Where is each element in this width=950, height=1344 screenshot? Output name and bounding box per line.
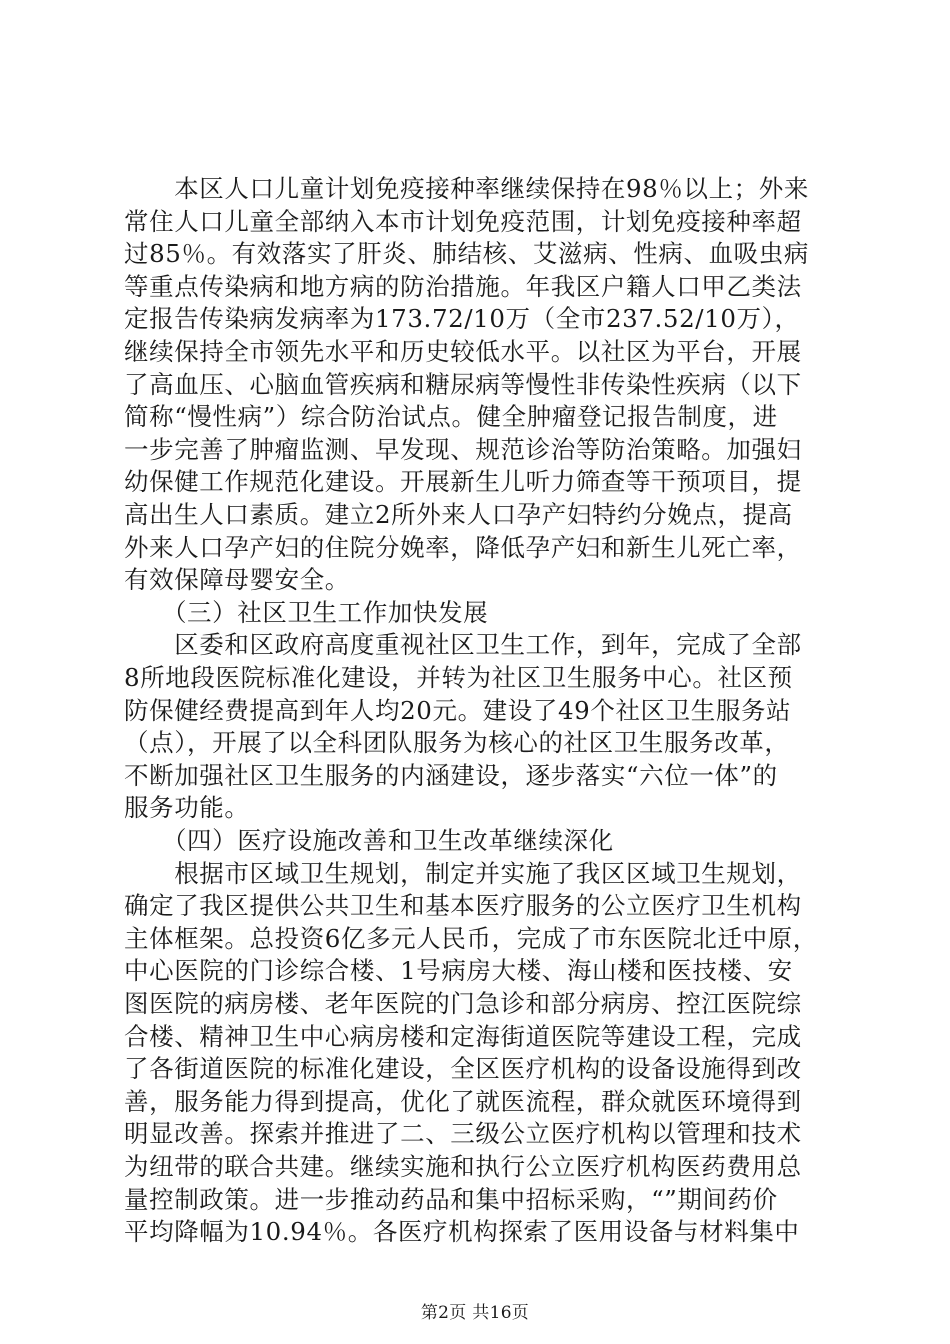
text-line: 有效保障母婴安全。 xyxy=(124,565,350,595)
text-line: 为纽带的联合共建。继续实施和执行公立医疗机构医药费用总 xyxy=(124,1152,802,1181)
text-line: 量控制政策。进一步推动药品和集中招标采购，“”期间药价 xyxy=(124,1184,778,1214)
text-line: 确定了我区提供公共卫生和基本医疗服务的公立医疗卫生机构 xyxy=(124,891,802,921)
text-line: 服务功能。 xyxy=(124,793,250,823)
text-line: 外来人口孕产妇的住院分娩率，降低孕产妇和新生儿死亡率， xyxy=(124,532,802,562)
text-line: 平均降幅为10.94％。各医疗机构探索了医用设备与材料集中 xyxy=(124,1217,800,1247)
text-line: 8所地段医院标准化建设，并转为社区卫生服务中心。社区预 xyxy=(124,663,793,692)
text-line: 幼保健工作规范化建设。开展新生儿听力筛查等干预项目，提 xyxy=(124,467,802,497)
text-line: 不断加强社区卫生服务的内涵建设，逐步落实“六位一体”的 xyxy=(124,760,778,790)
text-line: 根据市区域卫生规划，制定并实施了我区区域卫生规划， xyxy=(124,858,802,888)
text-line: 过85％。有效落实了肝炎、肺结核、艾滋病、性病、血吸虫病 xyxy=(124,239,809,269)
text-line: （三）社区卫生工作加快发展 xyxy=(124,597,489,627)
text-line: 一步完善了肿瘤监测、早发现、规范诊治等防治策略。加强妇 xyxy=(124,434,802,464)
text-line: （点），开展了以全科团队服务为核心的社区卫生服务改革， xyxy=(124,728,790,758)
text-line: 主体框架。总投资6亿多元人民币，完成了市东医院北迁中原， xyxy=(124,923,818,953)
text-line: 简称“慢性病”）综合防治试点。健全肿瘤登记报告制度，进 xyxy=(124,402,778,432)
text-line: 高出生人口素质。建立2所外来人口孕产妇特约分娩点，提高 xyxy=(124,500,793,529)
text-line: 本区人口儿童计划免疫接种率继续保持在98％以上；外来 xyxy=(124,174,809,203)
text-line: 合楼、精神卫生中心病房楼和定海街道医院等建设工程，完成 xyxy=(124,1021,802,1051)
text-line: 防保健经费提高到年人均20元。建设了49个社区卫生服务站 xyxy=(124,695,792,725)
text-line: 了高血压、心脑血管疾病和糖尿病等慢性非传染性疾病（以下 xyxy=(124,369,802,399)
text-line: （四）医疗设施改善和卫生改革继续深化 xyxy=(124,826,614,855)
text-line: 常住人口儿童全部纳入本市计划免疫范围，计划免疫接种率超 xyxy=(124,206,802,236)
text-line: 图医院的病房楼、老年医院的门急诊和部分病房、控江医院综 xyxy=(124,989,802,1018)
text-line: 中心医院的门诊综合楼、1号病房大楼、海山楼和医技楼、安 xyxy=(124,956,793,986)
text-line: 了各街道医院的标准化建设，全区医疗机构的设备设施得到改 xyxy=(124,1054,802,1084)
text-line: 继续保持全市领先水平和历史较低水平。以社区为平台，开展 xyxy=(124,337,802,366)
page-footer: 第2页 共16页 xyxy=(420,1303,530,1323)
text-line: 明显改善。探索并推进了二、三级公立医疗机构以管理和技术 xyxy=(124,1119,802,1149)
text-line: 等重点传染病和地方病的防治措施。年我区户籍人口甲乙类法 xyxy=(124,271,802,301)
text-line: 定报告传染病发病率为173.72/10万（全市237.52/10万）， xyxy=(124,304,800,334)
text-line: 善，服务能力得到提高，优化了就医流程，群众就医环境得到 xyxy=(124,1086,802,1116)
text-line: 区委和区政府高度重视社区卫生工作，到年，完成了全部 xyxy=(124,630,802,660)
